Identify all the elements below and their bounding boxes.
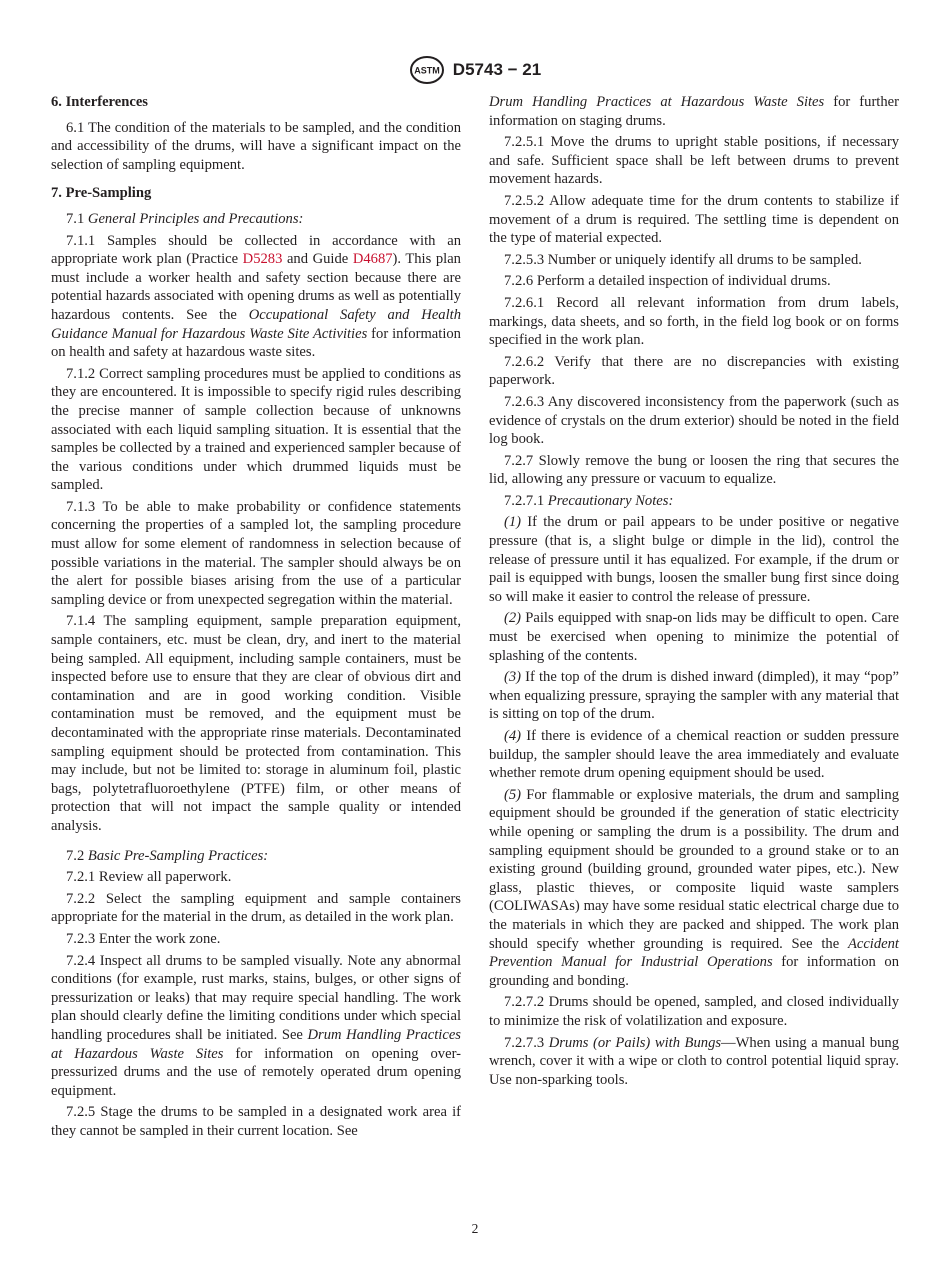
reference-title: Drum Handling Practices at Hazardous Waste Sites — [489, 94, 825, 110]
note-label: (1) — [504, 514, 522, 531]
text: 7.2.4 Inspect all drums to be sampled visually. Note any abnormal conditions (for example, rust marks, stains, bulges, or other signs of pressurization or leaks) that may require special handling. The work plan should clearly define the limiting conditions under which special handling procedures shall be initiated. See — [51, 952, 461, 1043]
note-4 — [489, 727, 899, 783]
paragraph-7-2-5: 7.2.5 Stage the drums to be sampled in a designated work area if they cannot be sampled in their current location. See — [51, 1104, 461, 1139]
note-2 — [489, 609, 899, 665]
text: for information on opening over-pressurized drums and the use of remotely operated drum opening equipment. — [51, 1045, 461, 1099]
subsection-title: Precautionary Notes: — [547, 492, 674, 509]
reference-title: Accident Prevention Manual for Industrial Operations — [489, 935, 899, 971]
subsection-title: General Principles and Precautions: — [87, 210, 304, 227]
paragraph-7-2-4 — [51, 952, 461, 1101]
text: If the top of the drum is dished inward (dimpled), it may “pop” when equalizing pressure, spraying the sampler with any material that is sitting on top of the drum. — [489, 669, 899, 723]
note-1 — [489, 513, 899, 606]
right-column — [489, 93, 899, 1092]
paragraph-7-2-6: 7.2.6 Perform a detailed inspection of individual drums. — [504, 273, 831, 290]
text: for information on grounding and bonding. — [489, 954, 899, 989]
reference-link-d4687[interactable]: D4687 — [352, 251, 393, 268]
paragraph-7-2-6-1: 7.2.6.1 Record all relevant information from drum labels, markings, data sheets, and so forth, in the field log book or on forms specified in the work plan. — [489, 294, 899, 349]
paragraph-7-2-7-1 — [489, 492, 899, 511]
note-label: (5) — [504, 786, 522, 803]
text: and Guide — [286, 251, 349, 268]
note-5 — [489, 786, 899, 991]
note-label: (2) — [504, 610, 522, 627]
paragraph-7-2-5-continued — [489, 93, 899, 130]
text: Pails equipped with snap-on lids may be difficult to open. Care must be exercised when opening to minimize the potential of splashing of the contents. — [489, 610, 899, 664]
number: 7.2 — [66, 847, 85, 864]
paragraph-7-2-2: 7.2.2 Select the sampling equipment and sample containers appropriate for the material in the drum, as detailed in the work plan. — [51, 890, 461, 926]
section-7-heading: 7. Pre-Sampling — [51, 185, 152, 202]
paragraph-7-2-6-3: 7.2.6.3 Any discovered inconsistency from the paperwork (such as evidence of crystals on the drum exterior) should be noted in the field log book. — [489, 393, 899, 448]
paragraph-6-1: 6.1 The condition of the materials to be sampled, and the condition and accessibility of the drums, will have a significant impact on the selection of sampling equipment. — [51, 119, 461, 173]
paragraph-7-2-1: 7.2.1 Review all paperwork. — [66, 869, 232, 886]
paragraph-7-2-7-3 — [489, 1034, 899, 1090]
reference-link-d5283[interactable]: D5283 — [242, 251, 283, 268]
document-designation: D5743 − 21 — [452, 60, 542, 79]
paragraph-7-2 — [51, 847, 461, 866]
paragraph-7-2-6-2: 7.2.6.2 Verify that there are no discrepancies with existing paperwork. — [489, 353, 899, 389]
paragraph-7-2-7: 7.2.7 Slowly remove the bung or loosen the ring that secures the lid, allowing any pressure or vacuum to equalize. — [489, 452, 899, 488]
reference-title: Occupational Safety and Health Guidance Manual for Hazardous Waste Site Activities — [51, 306, 461, 342]
logo-text: ASTM — [414, 65, 440, 76]
text: If the drum or pail appears to be under positive or negative pressure (that is, a slight bulge or dimple in the lid), control the release of pressure until it has equalized. For example, if the drum or pail is equipped with bungs, loosen the smaller bung first since doing so will make it easier to control the release of pressure. — [489, 514, 900, 605]
text: 7.1.1 Samples should be collected in accordance with an appropriate work plan (Practice — [51, 232, 461, 268]
reference-title: Drum Handling Practices at Hazardous Waste Sites — [51, 1026, 461, 1062]
page-header — [0, 55, 950, 85]
note-label: (4) — [504, 728, 522, 744]
paragraph-7-2-5-3: 7.2.5.3 Number or uniquely identify all drums to be sampled. — [504, 251, 862, 268]
paragraph-7-1 — [51, 210, 461, 229]
note-3 — [489, 668, 899, 724]
text: If there is evidence of a chemical reaction or sudden pressure buildup, the sampler should leave the area immediately and evaluate whether remote drum opening equipment should be used. — [489, 728, 899, 782]
subsection-title: Drums (or Pails) with Bungs — [548, 1034, 722, 1051]
text: for further information on staging drums. — [489, 94, 899, 129]
page-number: 2 — [471, 1221, 479, 1236]
left-column — [51, 93, 461, 1143]
astm-logo — [409, 55, 445, 85]
paragraph-7-1-3: 7.1.3 To be able to make probability or confidence statements concerning the properties of a sampled lot, the sampling procedure must allow for some element of randomness in selection because of possible variations in the material. The sampler should always be on the alert for possible biases arising from the use of a particular sampling device or from unexpected segregation within the material. — [51, 498, 461, 608]
paragraph-7-1-2: 7.1.2 Correct sampling procedures must be applied to conditions as they are encountered. It is impossible to specify rigid rules describing the precise manner of sample collection because of unknowns associated with each liquid sampling situation. It is essential that the samples be collected by a trained and experienced sampler because of the various conditions under which drummed liquids must be sampled. — [51, 365, 461, 494]
paragraph-7-2-7-2: 7.2.7.2 Drums should be opened, sampled, and closed individually to minimize the risk of volatilization and exposure. — [489, 994, 899, 1029]
section-6-heading: 6. Interferences — [51, 94, 148, 110]
number: 7.1 — [66, 210, 85, 227]
paragraph-7-2-3: 7.2.3 Enter the work zone. — [66, 930, 221, 947]
text: ). This plan must include a worker health and safety section because there are potential hazards associated with opening drums as well as potentially hazardous contents. See the — [51, 251, 461, 323]
note-label: (3) — [504, 669, 522, 686]
text: for information on health and safety at hazardous waste sites. — [51, 325, 461, 361]
subsection-title: Basic Pre-Sampling Practices: — [87, 847, 269, 864]
paragraph-7-1-4: 7.1.4 The sampling equipment, sample preparation equipment, sample containers, etc. must be clean, dry, and inert to the material being sampled. All equipment, including sample containers, must be inspected before use to ensure that they are clear of obvious dirt and contamination and are in good working condition. Visible contamination must be removed, and the equipment must be decontaminated with the appropriate rinse materials. Decontaminated sampling equipment should be protected from contamination. This may include, but not be limited to: storage in aluminum foil, plastic bags, polytetrafluoroethylene (PTFE) film, or other means of protection that will not impact the sample quality or intended analysis. — [51, 613, 461, 834]
paragraph-7-2-5-1: 7.2.5.1 Move the drums to upright stable positions, if necessary and safe. Sufficient space shall be left between drums to prevent movement hazards. — [489, 134, 899, 188]
number: 7.2.7.1 — [504, 492, 545, 509]
text: For flammable or explosive materials, the drum and sampling equipment should be grounded if the generation of static electricity while opening or sampling the drum is a possibility. The drum and sampling equipment should be grounded to a ground stake or to an existing ground (building ground, grounded water pipes, etc.). New glass, plastic thieves, or composite liquid waste samplers (COLIWASAs) may have some residual static electrical charge due to the materials in which they are packed and shipped. The work plan should specify whether grounding is required. See the — [489, 786, 899, 952]
paragraph-7-1-1 — [51, 232, 461, 362]
number: 7.2.7.3 — [504, 1034, 545, 1051]
text: —When using a manual bung wrench, cover it with a wipe or cloth to control potential liquid spray. Use non-sparking tools. — [489, 1034, 899, 1088]
paragraph-7-2-5-2: 7.2.5.2 Allow adequate time for the drum contents to stabilize if movement of a drum is required. The settling time is dependent on the type of material expected. — [489, 192, 899, 247]
